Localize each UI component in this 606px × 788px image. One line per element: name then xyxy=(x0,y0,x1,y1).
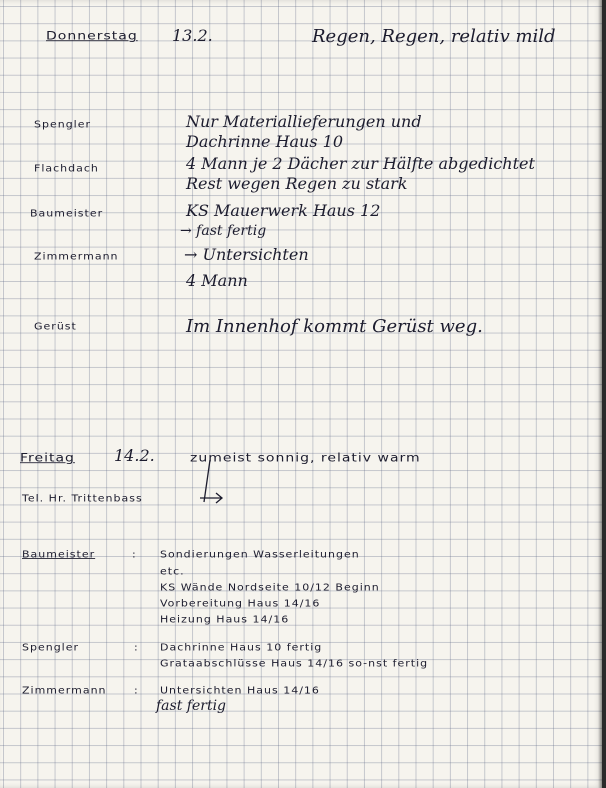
entry-label-geruest: Gerüst xyxy=(34,320,77,332)
arrow-icon xyxy=(196,458,226,518)
entry-line: → fast fertig xyxy=(180,223,267,239)
entry-label-spengler-fri: Spengler xyxy=(22,641,80,653)
entry-line: Rest wegen Regen zu stark xyxy=(186,174,408,193)
entry-line: etc. xyxy=(160,565,185,577)
friday-day-number: 14.2. xyxy=(114,446,155,465)
entry-line: fast fertig xyxy=(156,698,227,714)
entry-line: 4 Mann je 2 Dächer zur Hälfte abgedichtet xyxy=(186,154,535,173)
friday-weather: zumeist sonnig, relativ warm xyxy=(190,451,421,465)
entry-line: KS Wände Nordseite 10/12 Beginn xyxy=(160,581,380,593)
entry-label-zimmermann-fri: Zimmermann xyxy=(22,684,107,696)
entry-line: Dachrinne Haus 10 xyxy=(186,132,344,151)
colon: : xyxy=(132,548,137,560)
entry-line: 4 Mann xyxy=(186,271,248,290)
thursday-day-number: 13.2. xyxy=(172,26,213,45)
entry-line: → Untersichten xyxy=(184,245,309,264)
entry-line: Im Innenhof kommt Gerüst weg. xyxy=(186,316,483,337)
thursday-weather: Regen, Regen, relativ mild xyxy=(312,26,556,47)
entry-label-spengler: Spengler xyxy=(34,118,92,130)
entry-line: Grataabschlüsse Haus 14/16 so-nst fertig xyxy=(160,657,429,669)
page-edge xyxy=(598,0,602,788)
friday-heading: Freitag xyxy=(20,451,75,465)
colon: : xyxy=(134,641,139,653)
entry-label-flachdach: Flachdach xyxy=(34,162,99,174)
friday-tel-note: Tel. Hr. Trittenbass xyxy=(22,492,143,504)
entry-line: KS Mauerwerk Haus 12 xyxy=(186,201,381,220)
entry-line: Sondierungen Wasserleitungen xyxy=(160,548,360,560)
entry-label-baumeister: Baumeister xyxy=(30,207,104,219)
entry-label-baumeister-fri: Baumeister xyxy=(22,548,96,560)
entry-line: Untersichten Haus 14/16 xyxy=(160,684,320,696)
entry-line: Heizung Haus 14/16 xyxy=(160,613,290,625)
entry-label-zimmermann: Zimmermann xyxy=(34,250,119,262)
entry-line: Dachrinne Haus 10 fertig xyxy=(160,641,323,653)
entry-line: Nur Materiallieferungen und xyxy=(186,112,422,131)
thursday-heading: Donnerstag xyxy=(46,29,138,43)
entry-line: Vorbereitung Haus 14/16 xyxy=(160,597,321,609)
colon: : xyxy=(134,684,139,696)
